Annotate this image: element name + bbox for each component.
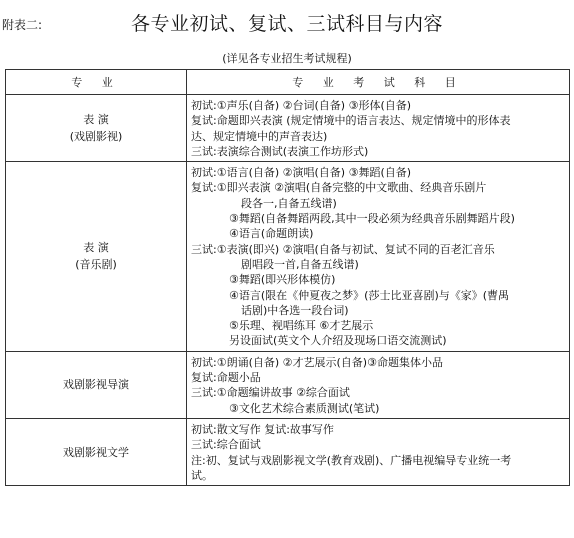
column-header-subjects: 专 业 考 试 科 目 [187,70,570,95]
subjects-cell [187,351,570,418]
major-cell [6,351,187,418]
subject-line: 三试:综合面试 [191,438,261,452]
subject-line: 初试:①朗诵(自备) ②才艺展示(自备)③命题集体小品 [191,355,443,369]
subject-line: 注:初、复试与戏剧影视文学(教育戏剧)、广播电视编导专业统一考 [191,453,512,467]
subjects-cell [187,95,570,162]
subject-line: 话剧)中各选一段台词) [241,303,349,317]
major-cell [6,162,187,352]
major-name: 表 演 [83,113,109,127]
subject-line: ④语言(限在《仲夏夜之梦》(莎士比亚喜剧)与《家》(曹禺 [229,288,510,302]
table-row [6,351,570,418]
subject-line: ④语言(命题朗读) [229,227,314,241]
subject-line: 初试:散文写作 复试:故事写作 [191,422,334,436]
table-row [6,418,570,485]
major-name: 表 演 [83,241,109,255]
subject-line: ③舞蹈(自备舞蹈两段,其中一段必须为经典音乐剧舞蹈片段) [229,212,515,226]
major-name: (戏剧影视) [69,130,123,144]
page-subtitle: (详见各专业招生考试规程) [222,52,352,65]
subject-line: ③文化艺术综合素质测试(笔试) [229,401,380,415]
subject-line: 复试:命题小品 [191,371,261,385]
subject-line: 复试:命题即兴表演 (规定情境中的语言表达、规定情境中的形体表 [191,114,511,128]
major-name: 戏剧影视文学 [63,445,129,459]
exam-subjects-table [5,69,570,486]
subject-line: 三试:①命题编讲故事 ②综合面试 [191,386,350,400]
subject-line: 另设面试(英文个人介绍及现场口语交流测试) [229,334,447,348]
subject-line: ⑤乐理、视唱练耳 ⑥才艺展示 [229,319,374,333]
appendix-label: 附表二: [2,18,43,32]
subject-line: ③舞蹈(即兴形体模仿) [229,273,336,287]
subject-line: 三试:表演综合测试(表演工作坊形式) [191,144,369,158]
subject-line: 试。 [191,468,213,482]
page-title: 各专业初试、复试、三试科目与内容 [130,13,443,35]
subject-line: 初试:①语言(自备) ②演唱(自备) ③舞蹈(自备) [191,166,412,180]
table-row [6,95,570,162]
subject-line: 剧唱段一首,自备五线谱) [241,257,359,271]
major-cell [6,95,187,162]
subject-line: 三试:①表演(即兴) ②演唱(自备与初试、复试不同的百老汇音乐 [191,242,495,256]
major-name: 戏剧影视导演 [63,378,129,392]
column-header-major: 专 业 [6,70,187,95]
subject-line: 初试:①声乐(自备) ②台词(自备) ③形体(自备) [191,99,412,112]
table-row [6,162,570,352]
major-name: (音乐剧) [75,258,117,272]
subjects-cell [187,162,570,352]
subjects-cell [187,418,570,485]
subject-line: 复试:①即兴表演 ②演唱(自备完整的中文歌曲、经典音乐剧片 [191,181,487,195]
subject-line: 达、规定情境中的声音表达) [191,129,328,143]
subject-line: 段各一,自备五线谱) [241,196,337,210]
table-header-row [6,70,570,95]
major-cell [6,418,187,485]
